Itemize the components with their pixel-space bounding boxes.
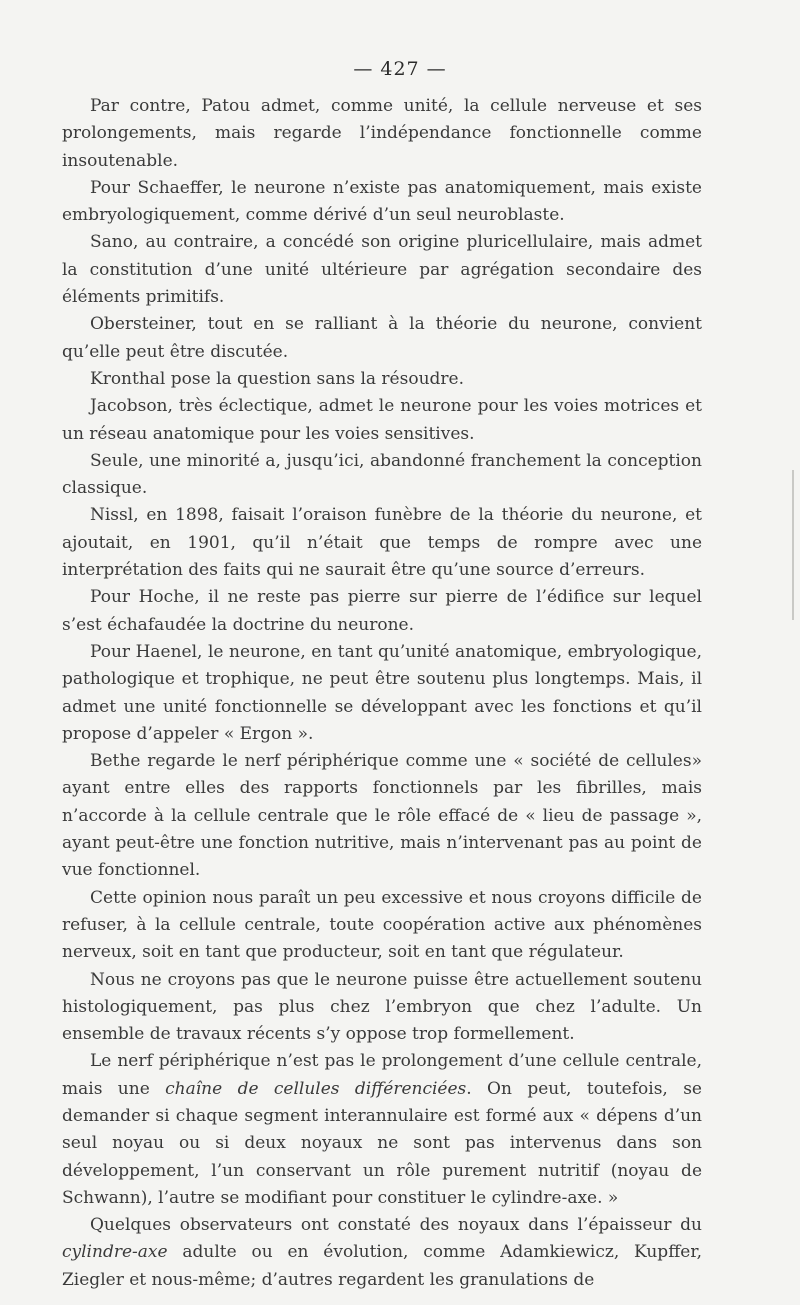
paragraph: Nous ne croyons pas que le neurone puisse être actuellement soutenu histologiquement, pas plus chez l’embryon que chez l’adulte. Un ensemble de travaux récents s’y oppose trop formellement. xyxy=(62,969,702,1045)
paragraph: Sano, au contraire, a concédé son origine pluricellulaire, mais admet la constitution d’une unité ultérieure par agrégation secondaire des éléments primitifs. xyxy=(62,232,702,308)
paragraph xyxy=(62,1212,702,1294)
paragraph-text: Le nerf périphérique n’est pas le prolongement d’une cellule centrale, mais une xyxy=(62,1051,702,1099)
italic-term: chaîne de cellules différenciées xyxy=(165,1078,467,1099)
paragraph-text: Quelques observateurs ont constaté des noyaux dans l’épaisseur du xyxy=(90,1215,702,1236)
paragraph: Pour Hoche, il ne reste pas pierre sur pierre de l’édifice sur lequel s’est échafaudée la doctrine du neurone. xyxy=(62,587,702,635)
paragraph: Cette opinion nous paraît un peu excessive et nous croyons difficile de refuser, à la cellule centrale, toute coopération active aux phénomènes nerveux, soit en tant que producteur, soit en tant que régulateur. xyxy=(62,887,702,963)
paragraph-text: . On peut, toutefois, se demander si chaque segment interannulaire est formé aux « dépens d’un seul noyau ou si deux noyaux ne sont pas intervenus dans son développement, l’un conservant un rôle purement nutritif (noyau de Schwann), l’autre se modifiant pour constituer le cylindre-axe. » xyxy=(62,1078,702,1208)
paragraph: Pour Haenel, le neurone, en tant qu’unité anatomique, embryologique, pathologique et trophique, ne peut être soutenu plus longtemps. Mais, il admet une unité fonctionnelle se développant avec les fonctions et qu’il propose d’appeler « Ergon ». xyxy=(62,641,702,744)
paragraph: Kronthal pose la question sans la résoudre. xyxy=(90,368,464,389)
paragraph: Bethe regarde le nerf périphérique comme une « société de cellules» ayant entre elles des rapports fonctionnels par les fibrilles, mais n’accorde à la cellule centrale que le rôle effacé de « lieu de passage », ayant peut-être une fonction nutritive, mais n’intervenant pas au point de vue fonctionnel. xyxy=(62,751,702,881)
paragraph xyxy=(62,1048,702,1212)
italic-term: cylindre-axe xyxy=(62,1242,168,1263)
body-text xyxy=(62,93,702,1294)
paragraph: Seule, une minorité a, jusqu’ici, abandonné franchement la conception classique. xyxy=(62,450,702,499)
page-edge-shadow xyxy=(792,470,794,620)
paragraph: Par contre, Patou admet, comme unité, la cellule nerveuse et ses prolongements, mais regarde l’indépendance fonctionnelle comme insoutenable. xyxy=(62,96,702,171)
paragraph: Obersteiner, tout en se ralliant à la théorie du neurone, convient qu’elle peut être discutée. xyxy=(62,314,702,362)
page-number: — 427 — xyxy=(353,58,447,80)
paragraph-text: adulte ou en évolution, comme Adamkiewicz, Kupffer, Ziegler et nous-même; d’autres regardent les granulations de xyxy=(62,1242,702,1290)
paragraph: Pour Schaeffer, le neurone n’existe pas anatomiquement, mais existe embryologiquement, comme dérivé d’un seul neuroblaste. xyxy=(62,177,702,226)
paragraph: Jacobson, très éclectique, admet le neurone pour les voies motrices et un réseau anatomique pour les voies sensitives. xyxy=(62,396,702,444)
paragraph: Nissl, en 1898, faisait l’oraison funèbre de la théorie du neurone, et ajoutait, en 1901, qu’il n’était que temps de rompre avec une interprétation des faits qui ne saurait être qu’une source d’erreurs. xyxy=(62,505,702,581)
